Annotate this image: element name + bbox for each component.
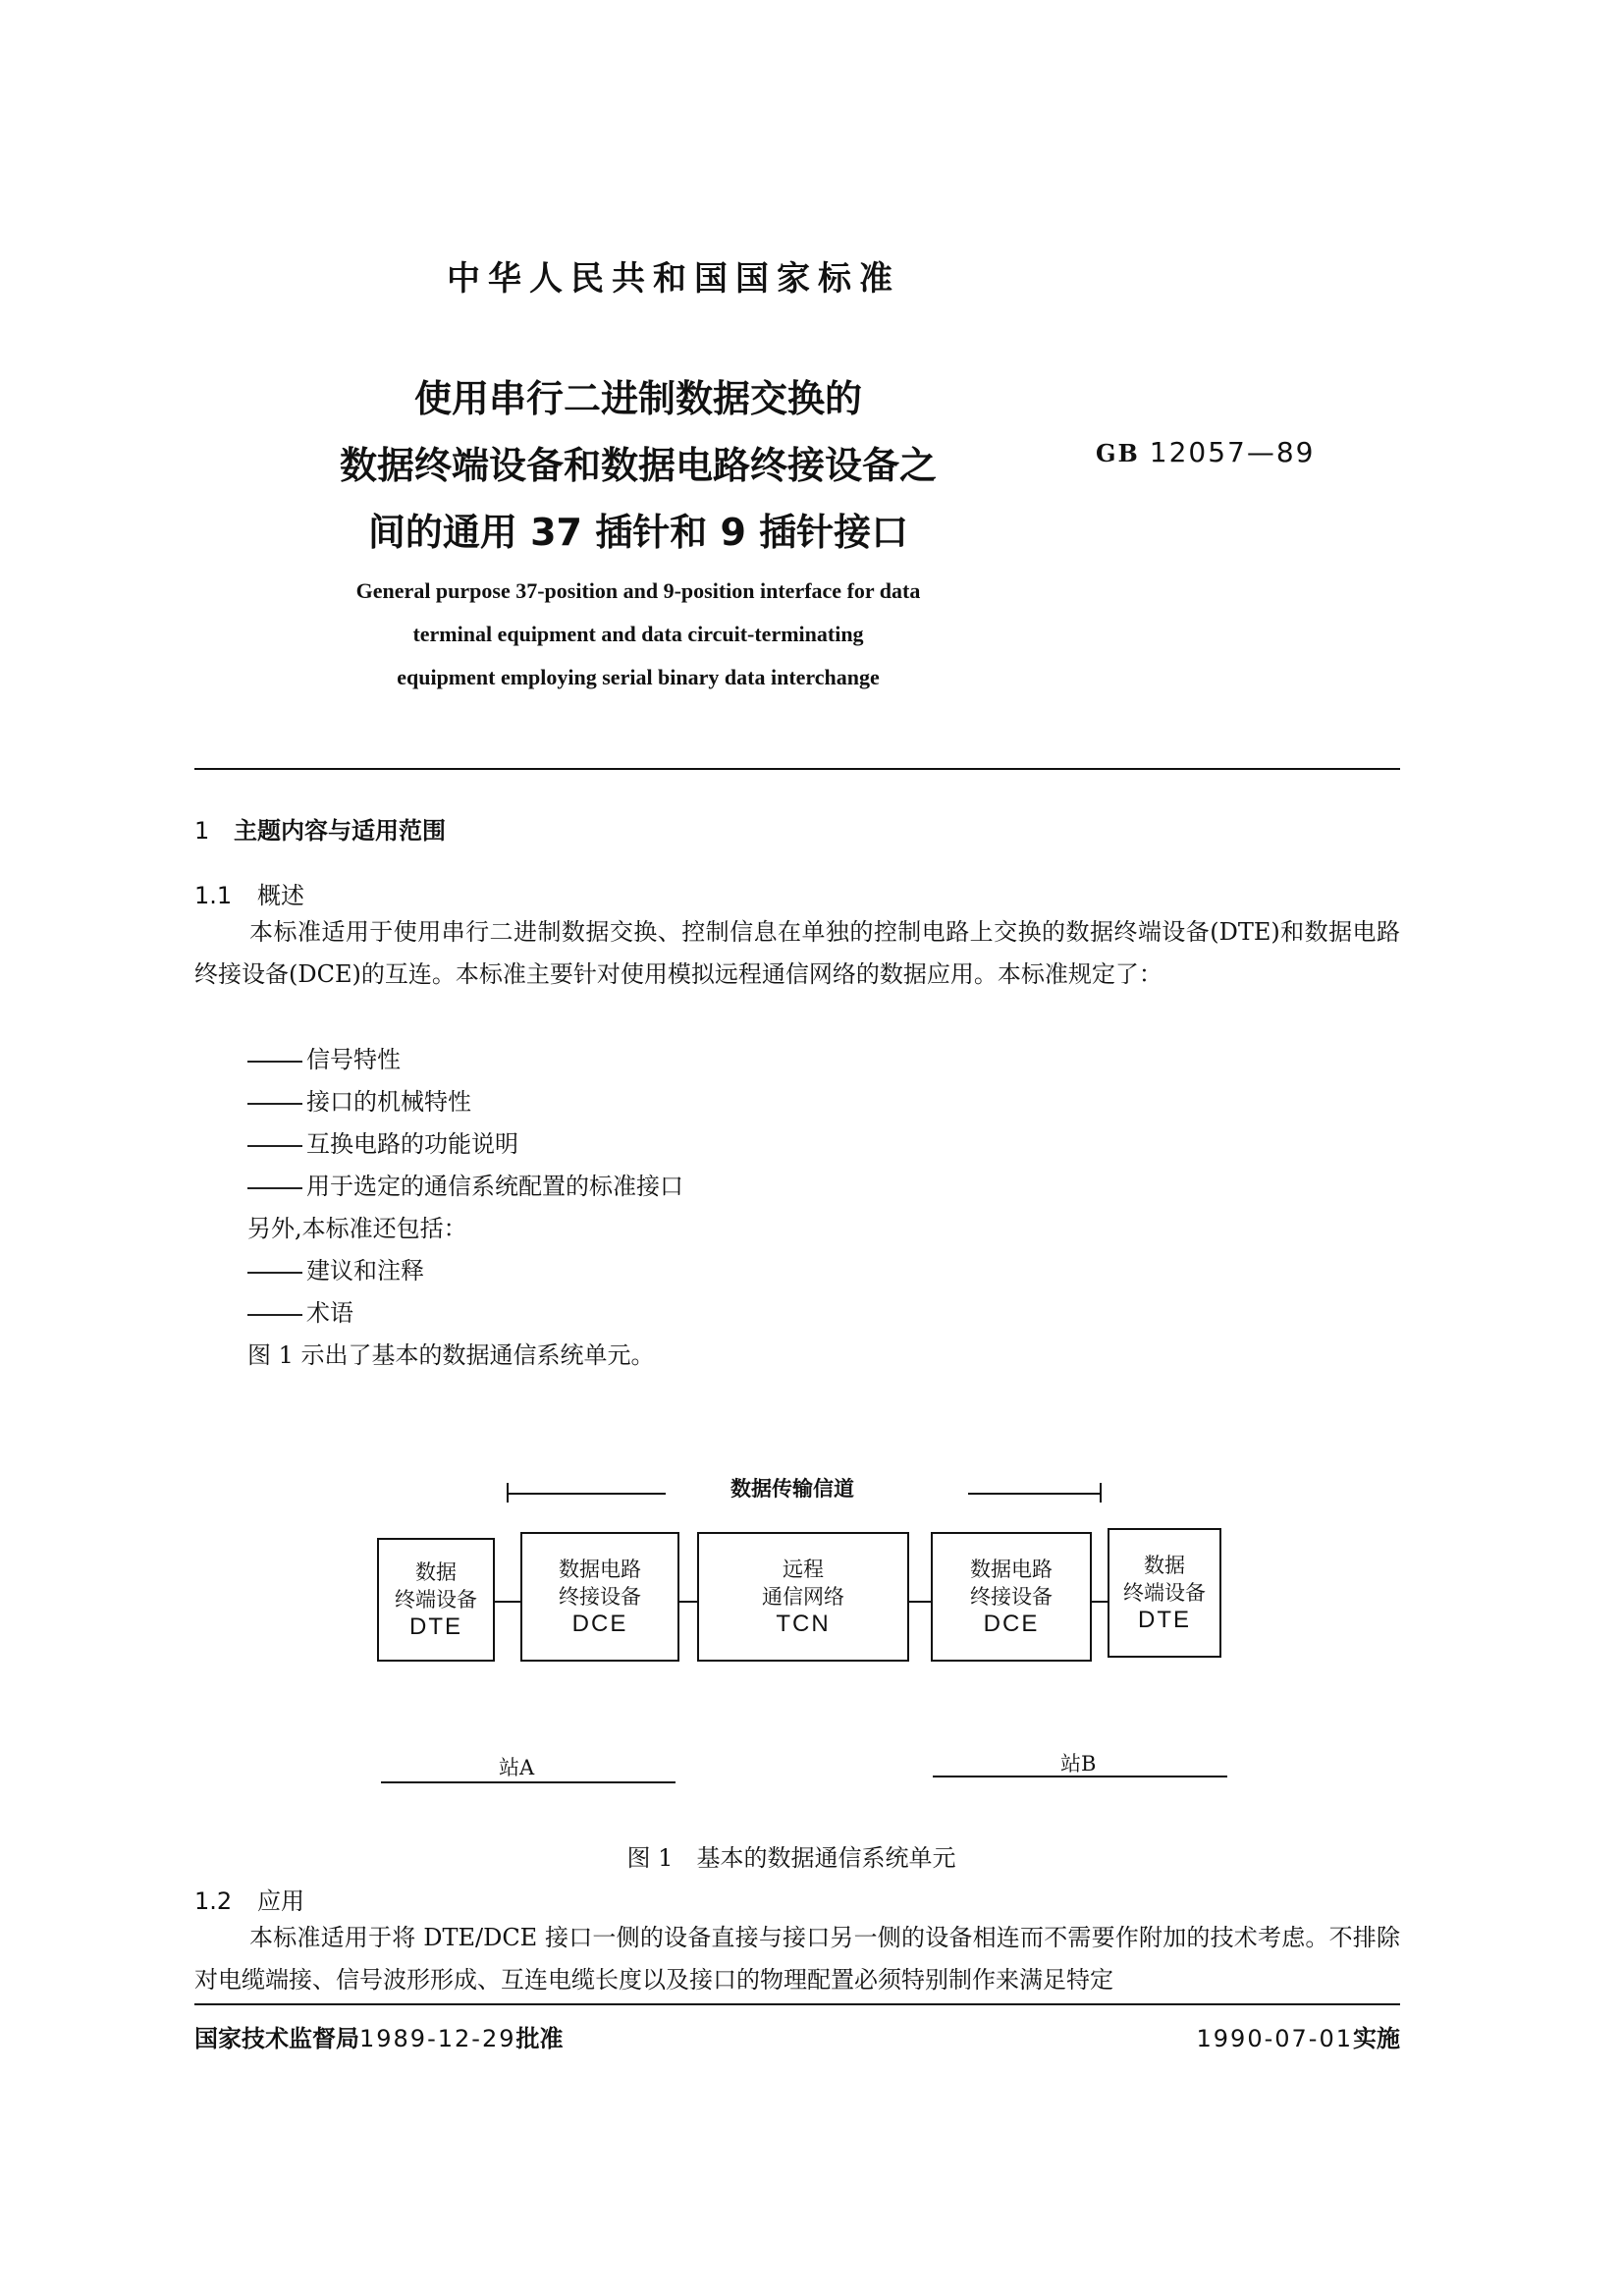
standard-number xyxy=(1096,436,1315,468)
footer-divider xyxy=(194,2003,1400,2005)
list-item: 建议和注释 xyxy=(247,1250,683,1292)
channel-tick-right xyxy=(1100,1483,1102,1503)
standard-code: 12057—89 xyxy=(1149,436,1316,468)
paragraph-text: 本标准适用于使用串行二进制数据交换、控制信息在单独的控制电路上交换的数据终端设备(DTE)和数据电路终接设备(DCE)的互连。本标准主要针对使用模拟远程通信网络的数据应用。本标准规定了： xyxy=(194,918,1400,988)
section-title: 主题内容与适用范围 xyxy=(234,817,446,845)
title-en-line: equipment employing serial binary data interchange xyxy=(397,665,880,689)
effective-label: 实施 xyxy=(1353,2025,1400,2052)
connector xyxy=(909,1601,931,1603)
list-item: 用于选定的通信系统配置的标准接口 xyxy=(247,1166,683,1208)
approval-info xyxy=(194,2019,563,2053)
dte-box-station-b: 数据 终端设备 DTE xyxy=(1108,1528,1221,1658)
effective-info xyxy=(1197,2019,1400,2053)
channel-tick-left xyxy=(507,1483,509,1503)
standard-prefix: GB xyxy=(1096,439,1140,467)
subsection-number: 1.2 xyxy=(194,1887,233,1915)
paragraph-text: 本标准适用于将 DTE/DCE 接口一侧的设备直接与接口另一侧的设备相连而不需要作附加的技术考虑。不排除对电缆端接、信号波形形成、互连电缆长度以及接口的物理配置必须特别制作来满足特定 xyxy=(194,1924,1400,1994)
list-item: 互换电路的功能说明 xyxy=(247,1123,683,1166)
title-line: 间的通用 37 插针和 9 插针接口 xyxy=(367,511,909,554)
figure-reference-text: 图 1 示出了基本的数据通信系统单元。 xyxy=(247,1341,655,1369)
dash-marker xyxy=(247,1187,302,1189)
subsection-heading xyxy=(194,876,304,910)
subsection-number: 1.1 xyxy=(194,882,233,909)
list-item: 术语 xyxy=(247,1292,683,1335)
tcn-box: 远程 通信网络 TCN xyxy=(697,1532,909,1662)
subsection-heading xyxy=(194,1882,304,1916)
station-b-label: 站B xyxy=(1060,1752,1097,1776)
subsection-title: 概述 xyxy=(257,882,304,909)
channel-line-left xyxy=(509,1493,666,1495)
approve-label: 批准 xyxy=(515,2025,564,2052)
document-title-en xyxy=(236,570,1041,699)
subsection-title: 应用 xyxy=(257,1887,304,1915)
list-item: 信号特性 xyxy=(247,1039,683,1081)
dash-marker xyxy=(247,1314,302,1316)
list-item: 接口的机械特性 xyxy=(247,1081,683,1123)
channel-label: 数据传输信道 xyxy=(730,1476,854,1501)
section-heading xyxy=(194,811,446,846)
connector xyxy=(679,1601,697,1603)
effective-date: 1990-07-01 xyxy=(1196,2025,1353,2052)
dash-marker xyxy=(247,1272,302,1274)
document-title-cn xyxy=(275,365,1001,566)
issuer: 国家技术监督局 xyxy=(194,2025,359,2052)
dte-box-station-a: 数据 终端设备 DTE xyxy=(377,1538,495,1662)
dash-marker xyxy=(247,1103,302,1105)
dce-box-station-a: 数据电路 终接设备 DCE xyxy=(520,1532,679,1662)
title-en-line: General purpose 37-position and 9-position interface for data xyxy=(355,578,921,603)
national-standard-heading: 中华人民共和国国家标准 xyxy=(447,259,900,299)
connector xyxy=(495,1601,520,1603)
station-a-label: 站A xyxy=(499,1756,535,1779)
dash-marker xyxy=(247,1145,302,1147)
overview-paragraph xyxy=(194,911,1400,996)
application-paragraph xyxy=(194,1917,1400,2001)
approve-date: 1989-12-29 xyxy=(359,2025,516,2052)
figure-caption: 图 1 基本的数据通信系统单元 xyxy=(626,1844,956,1872)
also-includes-text: 另外,本标准还包括： xyxy=(247,1215,467,1242)
connector xyxy=(1092,1601,1108,1603)
dce-box-station-b: 数据电路 终接设备 DCE xyxy=(931,1532,1092,1662)
station-b-line xyxy=(933,1776,1227,1777)
dash-marker xyxy=(247,1061,302,1063)
header-divider xyxy=(194,768,1400,770)
section-number: 1 xyxy=(194,817,210,845)
station-a-line xyxy=(381,1781,676,1783)
title-en-line: terminal equipment and data circuit-terminating xyxy=(412,622,864,646)
title-line: 使用串行二进制数据交换的 xyxy=(413,377,862,420)
title-line: 数据终端设备和数据电路终接设备之 xyxy=(339,444,937,487)
specified-items-list xyxy=(247,1039,683,1377)
channel-line-right xyxy=(968,1493,1100,1495)
